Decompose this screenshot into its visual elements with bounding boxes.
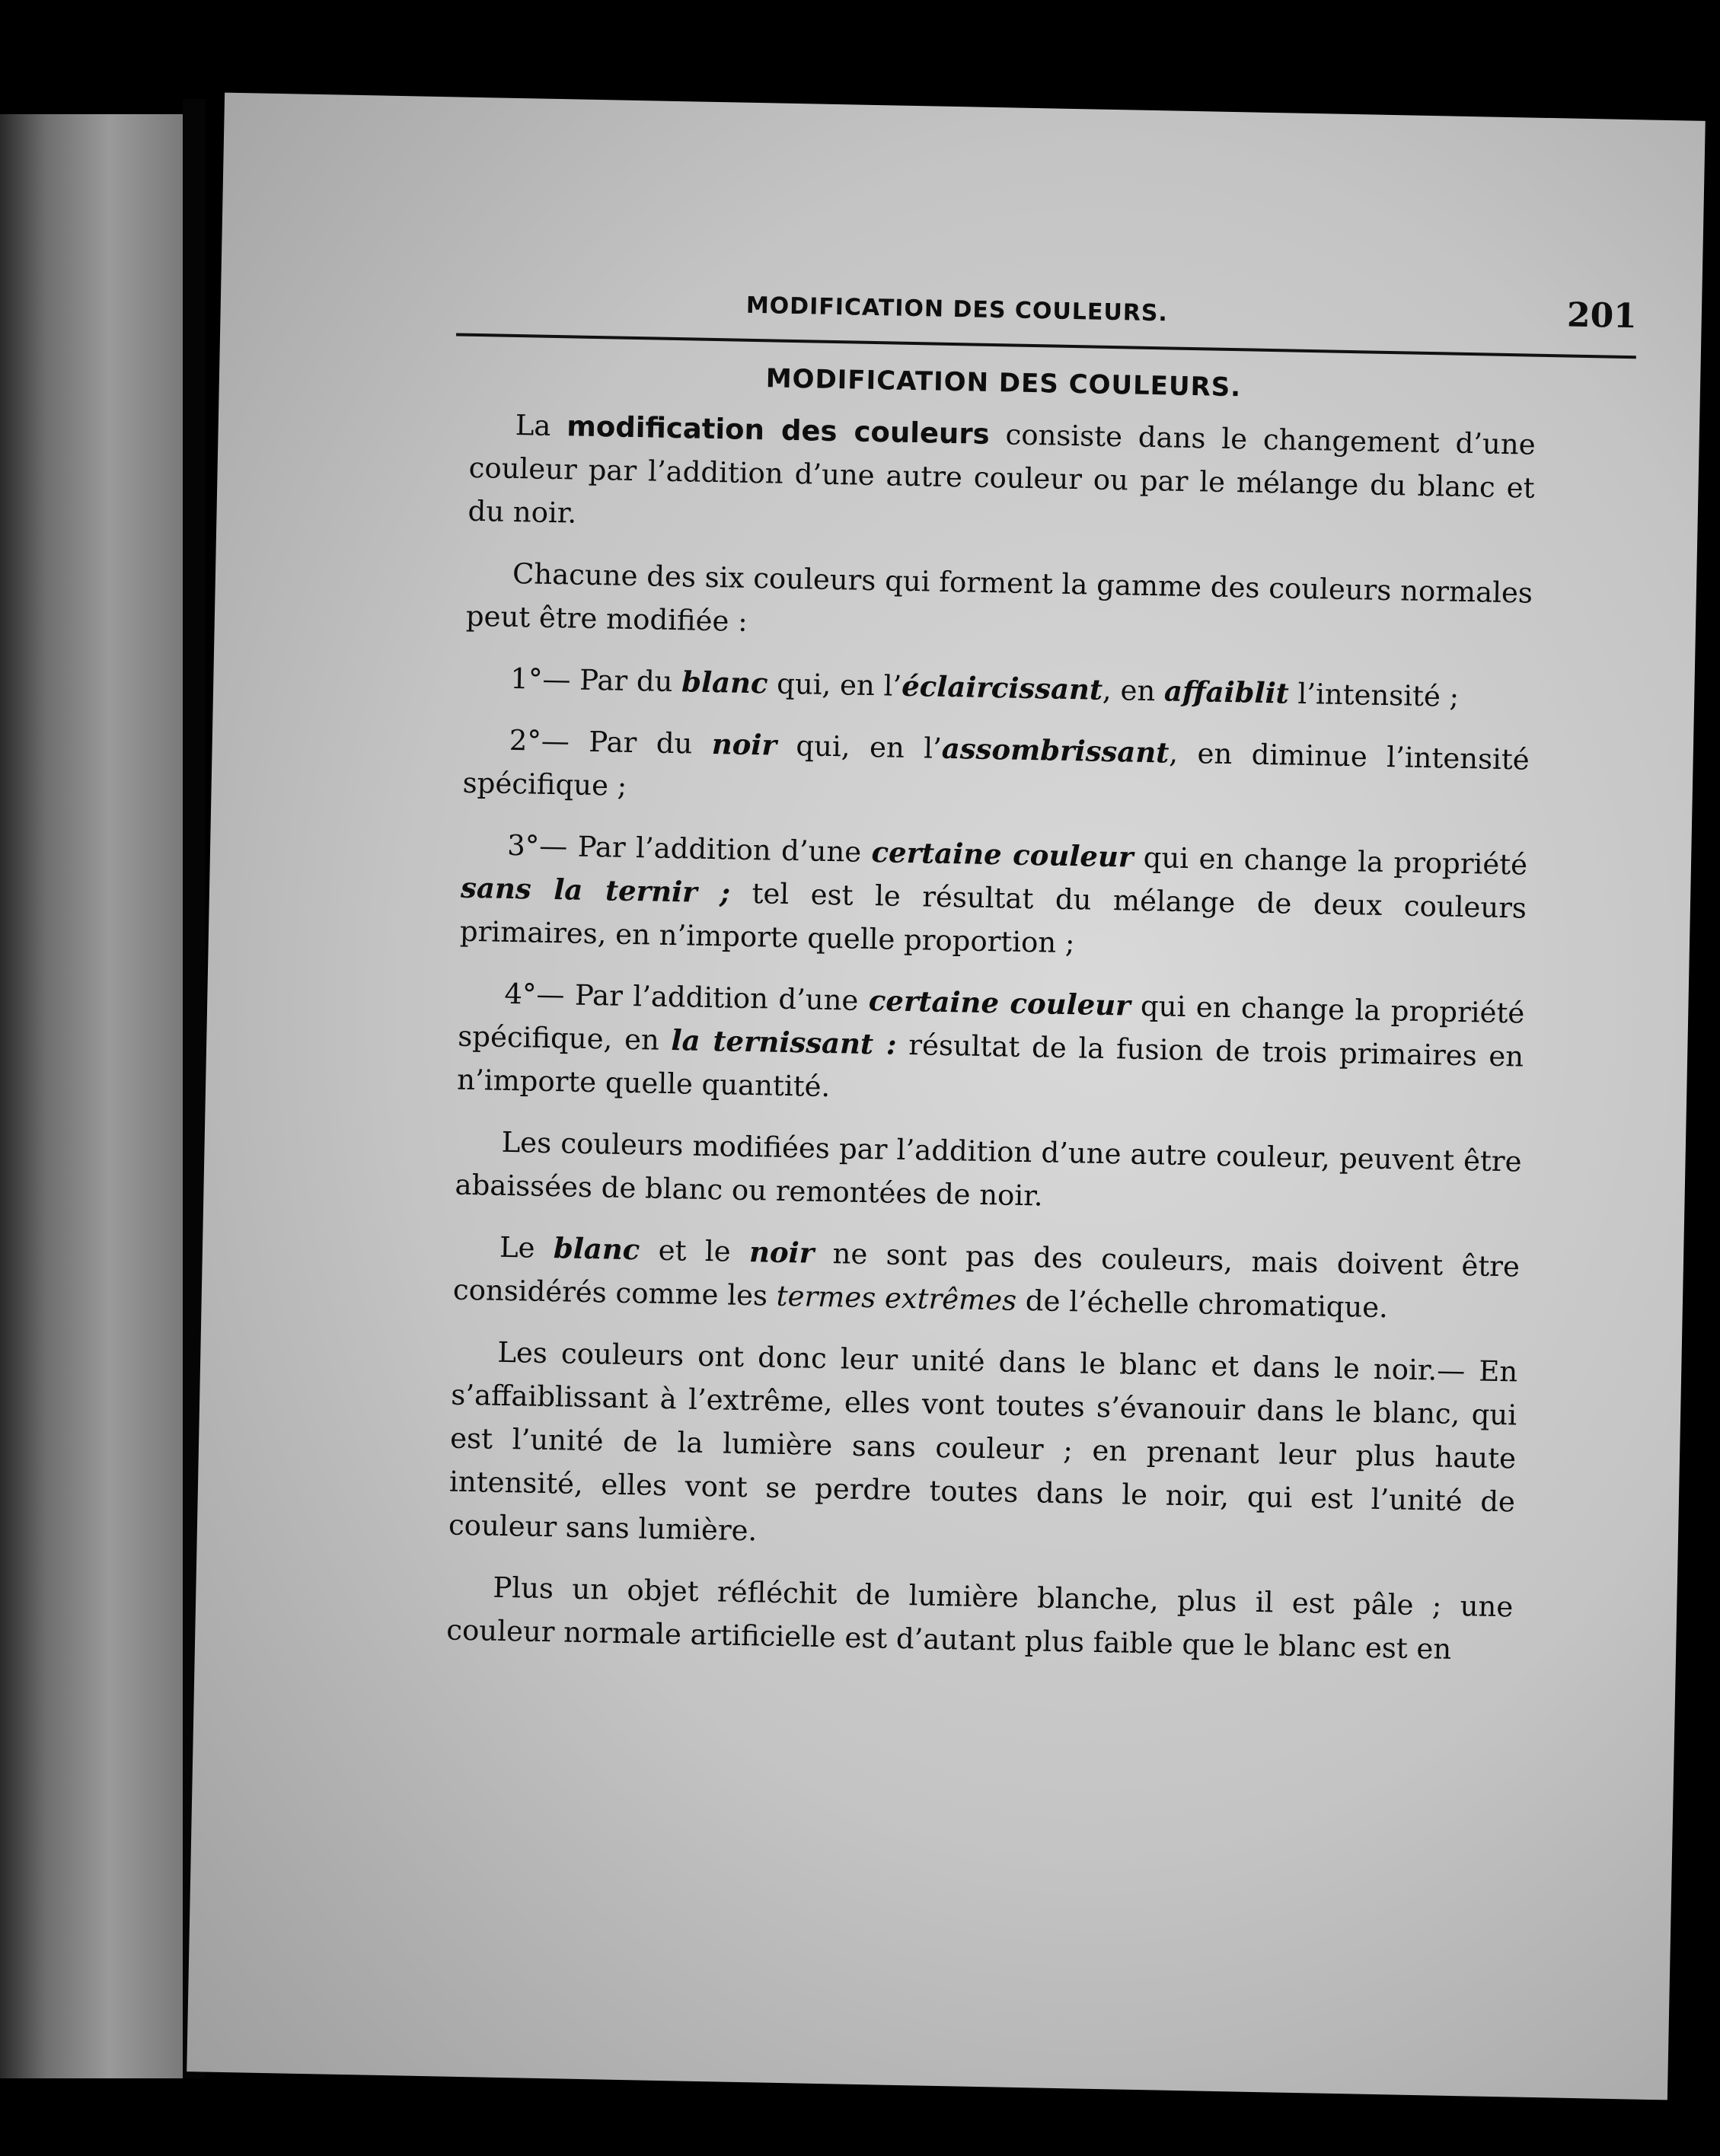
section-title: MODIFICATION DES COULEURS. bbox=[765, 363, 1242, 403]
emphasis: blanc bbox=[553, 1231, 640, 1267]
paragraph-unity: Les couleurs ont donc leur unité dans le blanc et dans le noir.— En s’affaiblissant à l’extrême, elles vont toutes s’évanouir dans le blanc, qui est l’unité de la lumière sans couleur ; en prenant leur plus haute intensité, elles vont se perdre toutes dans le noir, qui est l’unité de couleur sans lumière. bbox=[448, 1335, 1518, 1548]
emphasis: termes extrêmes bbox=[776, 1279, 1017, 1317]
emphasis: affaiblit bbox=[1163, 674, 1290, 710]
emphasis: noir bbox=[711, 727, 777, 762]
emphasis: blanc bbox=[681, 665, 768, 700]
text-run: qui en change la propriété bbox=[1132, 840, 1528, 882]
paragraph-white-black bbox=[452, 1225, 1520, 1332]
paragraph-reflection: Plus un objet réfléchit de lumière blanche, plus il est pâle ; une couleur normale artificielle est d’autant plus faible que le blanc est en bbox=[446, 1571, 1514, 1666]
running-head bbox=[456, 272, 1637, 359]
text-run: de l’échelle chromatique. bbox=[1016, 1284, 1389, 1325]
text-run: l’intensité ; bbox=[1288, 677, 1460, 713]
text-run: , en diminue l’intensité spécifique ; bbox=[462, 736, 1530, 802]
emphasis: assombrissant bbox=[941, 731, 1170, 770]
text-run: qui en change la propriété spécifique, en bbox=[457, 989, 1525, 1057]
text-run: résultat de la fusion de trois primaires en n’importe quelle quantité. bbox=[456, 1028, 1524, 1104]
facing-page bbox=[0, 114, 183, 2078]
bold-term: modification des couleurs bbox=[566, 410, 991, 451]
emphasis: certaine couleur bbox=[871, 835, 1134, 874]
text-run: La bbox=[515, 408, 567, 443]
paragraph-definition bbox=[467, 403, 1536, 553]
text-run: 3°— Par l’addition d’une bbox=[506, 828, 873, 869]
text-run: 1°— Par du bbox=[510, 662, 682, 699]
text-run: et le bbox=[639, 1233, 750, 1269]
text-run: qui, en l’ bbox=[776, 729, 943, 765]
book-page bbox=[187, 93, 1706, 2100]
list-item-2 bbox=[462, 718, 1530, 825]
list-item-3 bbox=[459, 823, 1527, 974]
running-head-title: MODIFICATION DES COULEURS. bbox=[745, 292, 1169, 327]
emphasis: sans la ternir ; bbox=[460, 870, 731, 910]
list-item-4 bbox=[457, 971, 1525, 1122]
paragraph-intro: Chacune des six couleurs qui forment la gamme des couleurs normales peut être modifiée : bbox=[465, 557, 1533, 638]
text-run: qui, en l’ bbox=[767, 667, 902, 703]
text-run: tel est le résultat du mélange de deux couleurs primaires, en n’importe quelle proportion ; bbox=[459, 876, 1527, 960]
list-item-1 bbox=[464, 656, 1531, 720]
text-run: Le bbox=[499, 1230, 554, 1265]
page-content bbox=[445, 273, 1638, 1691]
paragraph-modified-colors: Les couleurs modifiées par l’addition d’une autre couleur, peuvent être abaissées de blanc ou remontées de noir. bbox=[455, 1125, 1522, 1213]
text-run: 4°— Par l’addition d’une bbox=[504, 977, 870, 1018]
emphasis: noir bbox=[748, 1235, 815, 1270]
text-run: , en bbox=[1102, 673, 1165, 708]
emphasis: éclaircissant bbox=[901, 668, 1103, 706]
emphasis: certaine couleur bbox=[868, 984, 1131, 1022]
text-run: ne sont pas des couleurs, mais doivent être considérés comme les bbox=[452, 1236, 1521, 1312]
text-run: consiste dans le changement d’une couleur par l’addition d’une autre couleur ou par le mélange du blanc et du noir. bbox=[467, 417, 1537, 530]
page-number: 201 bbox=[1566, 295, 1638, 336]
text-run: 2°— Par du bbox=[509, 723, 713, 761]
emphasis: la ternissant : bbox=[671, 1023, 898, 1061]
